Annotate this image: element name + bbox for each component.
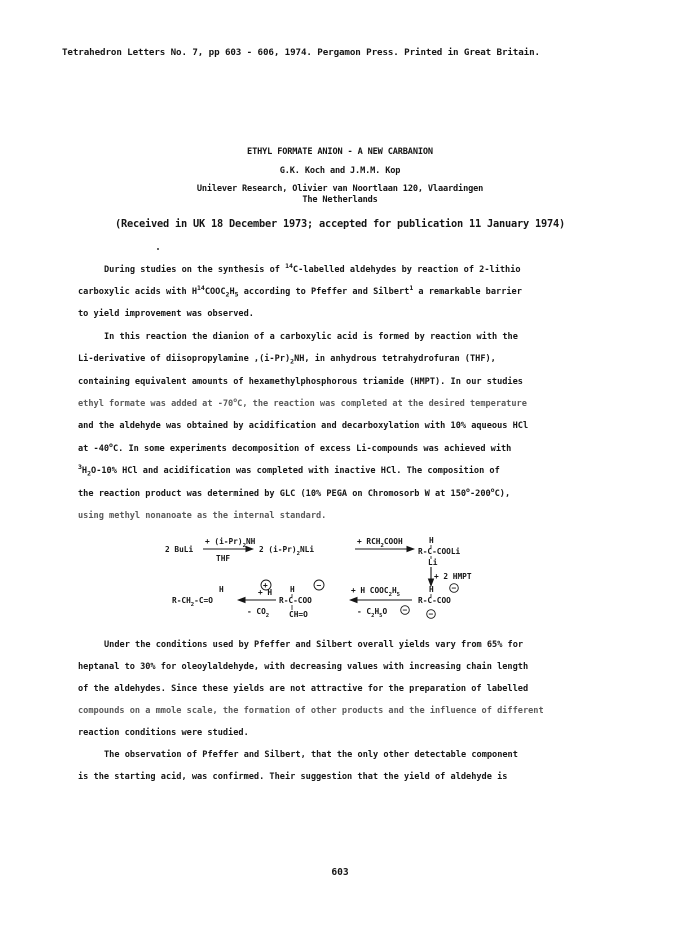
- p2-line-2: Li-derivative of diisopropylamine $,(i-Pr)_2NH$, in anhydrous tetrahydrofuran (THF),: [78, 354, 496, 366]
- article-title: ETHYL FORMATE ANION - A NEW CARBANION: [247, 147, 433, 157]
- p2-line-1: In this reaction the dianion of a carboxylic acid is formed by reaction with the: [104, 332, 518, 342]
- journal-header: Tetrahedron Letters No. 7, pp 603 - 606, 1974. Pergamon Press. Printed in Great Britain.: [62, 47, 540, 58]
- stray-mark: [157, 248, 159, 250]
- product-lithium-amide: 2 $(i-Pr)_2NLi$: [259, 545, 315, 557]
- adduct-h: H: [290, 585, 295, 594]
- p3-line-5: reaction conditions were studied.: [78, 728, 249, 738]
- reagent-ethyl-formate: + H $COOC_2H_5$: [351, 586, 401, 598]
- p4-line-1: The observation of Pfeffer and Silbert, that the only other detectable component: [104, 750, 518, 760]
- p3-line-4: compounds on a mmole scale, the formation of other products and the influence of different: [78, 706, 544, 716]
- p2-line-6: at -40$^o$C. In some experiments decomposition of excess Li-compounds was achieved with: [78, 441, 512, 454]
- solvent-thf: THF: [216, 554, 231, 563]
- loss-ethoxide: - $C_2H_5O$: [357, 607, 388, 619]
- p2-line-3: containing equivalent amounts of hexamethylphosphorous triamide (HMPT). In our studies: [78, 377, 523, 387]
- p4-line-2: is the starting acid, was confirmed. Their suggestion that the yield of aldehyde is: [78, 772, 508, 782]
- anion: R-C-COO: [418, 596, 451, 605]
- received-date: (Received in UK 18 December 1973; accepted for publication 11 January 1974): [115, 218, 565, 230]
- p1-line-1: During studies on the synthesis of $^{14}$C-labelled aldehydes by reaction of 2-lithio: [104, 262, 521, 275]
- page-number: 603: [331, 867, 349, 878]
- reactant-buli: 2 BuLi: [165, 545, 194, 554]
- adduct-cho: CH=O: [289, 610, 308, 619]
- p1-line-3: to yield improvement was observed.: [78, 309, 254, 319]
- p3-line-2: heptanal to 30% for oleoylaldehyde, with decreasing values with increasing chain length: [78, 662, 529, 672]
- reagent-diisopropylamine: + $(i-Pr)_2NH$: [205, 537, 256, 549]
- authors: G.K. Koch and J.M.M. Kop: [279, 166, 401, 176]
- loss-co2: - $CO_2$: [247, 607, 270, 619]
- anion-h: H: [429, 585, 434, 594]
- svg-text:−: −: [402, 605, 408, 615]
- affiliation-line-2: The Netherlands: [302, 195, 378, 205]
- p2-line-7: $^3H_2O-10\%$ HCl and acidification was completed with inactive HCl. The composition of: [78, 463, 500, 478]
- p2-line-8: the reaction product was determined by GLC (10% PEGA on Chromosorb W at 150$^o$-200$^o$C),: [78, 486, 511, 499]
- p1-line-2: carboxylic acids with $H^{14}COOC_2H_5$ according to Pfeffer and Silbert$^1$ a remarkable barrier: [78, 284, 522, 299]
- p2-line-9: using methyl nonanoate as the internal standard.: [78, 511, 327, 521]
- dianion-h: H: [429, 536, 434, 545]
- affiliation-line-1: Unilever Research, Olivier van Noortlaan 120, Vlaardingen: [196, 184, 484, 194]
- p3-line-1: Under the conditions used by Pfeffer and Silbert overall yields vary from 65% for: [104, 640, 524, 650]
- adduct: R-C-COO: [279, 596, 312, 605]
- svg-text:−: −: [451, 583, 457, 593]
- reagent-hmpt: + 2 HMPT: [434, 572, 472, 581]
- p2-line-5: and the aldehyde was obtained by acidification and decarboxylation with 10% aqueous HCl: [78, 421, 529, 431]
- reagent-proton: + H: [258, 588, 273, 597]
- p2-line-4: ethyl formate was added at -70$^o$C, the reaction was completed at the desired temperature: [78, 396, 527, 409]
- p3-line-3: of the aldehydes. Since these yields are not attractive for the preparation of labelled: [78, 684, 529, 694]
- svg-text:+: +: [263, 581, 268, 590]
- aldehyde-product: $R-CH_2-C=O$: [172, 596, 213, 608]
- aldehyde-h: H: [219, 585, 224, 594]
- svg-text:−: −: [428, 609, 434, 619]
- reagent-carboxylic-acid: + $RCH_2COOH$: [357, 537, 403, 549]
- svg-text:−: −: [316, 581, 322, 590]
- dianion: R-C-COOLi: [418, 547, 461, 556]
- dianion-li: Li: [428, 558, 438, 567]
- reaction-scheme: [0, 532, 680, 644]
